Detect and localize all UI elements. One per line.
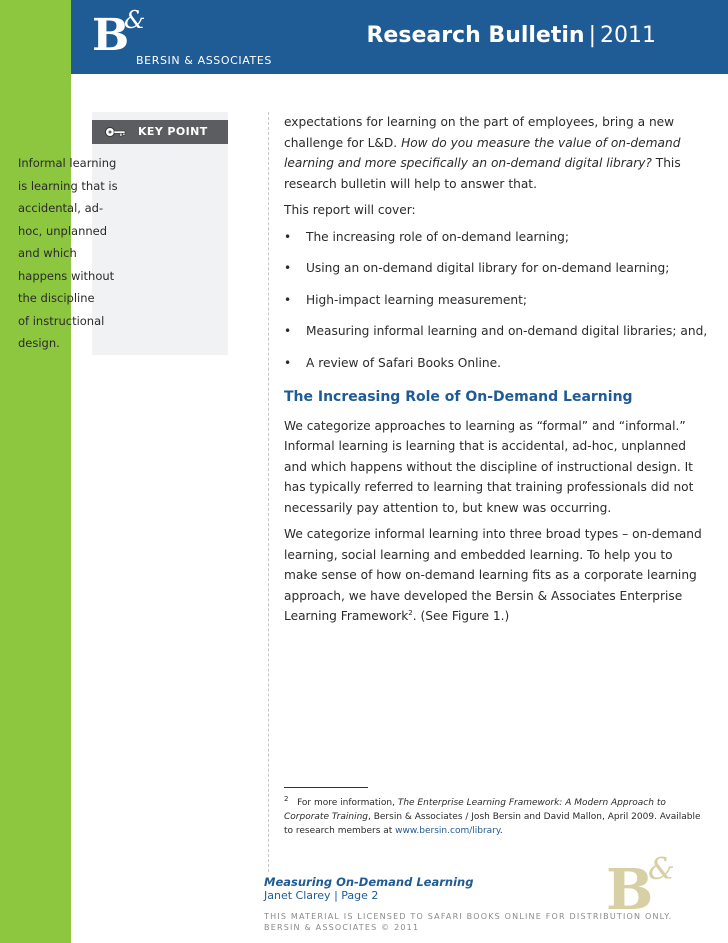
bullet-dot: • xyxy=(284,324,292,338)
paragraph-line: learning, social learning and embedded learning. To help you to xyxy=(284,547,673,562)
key-point-label: KEY POINT xyxy=(138,125,208,138)
intro-line: research bulletin will help to answer that. xyxy=(284,176,537,191)
footnote xyxy=(284,796,704,838)
paragraph-line: We categorize approaches to learning as “formal” and “informal.” xyxy=(284,418,686,433)
intro-text: This xyxy=(651,156,681,170)
footnote-title: The Enterprise Learning Framework: A Modern Approach to xyxy=(397,798,666,808)
title-main: Research Bulletin xyxy=(366,23,585,48)
bullet-dot: • xyxy=(284,355,292,370)
intro-line xyxy=(284,133,704,154)
key-point-line: design. xyxy=(18,336,60,350)
left-green-bar xyxy=(0,0,71,943)
intro-line xyxy=(284,153,704,174)
key-point-line: of instructional xyxy=(18,313,105,328)
footer-legal-line: THIS MATERIAL IS LICENSED TO SAFARI BOOKS ONLINE FOR DISTRIBUTION ONLY. xyxy=(264,912,673,921)
footnote-ref[interactable]: 2 xyxy=(408,608,413,617)
footnote-line xyxy=(284,810,704,824)
intro-question: How do you measure the value of on-demand xyxy=(401,135,681,150)
paragraph-line xyxy=(284,606,704,627)
list-item-text: Measuring informal learning and on-demand digital libraries; and, xyxy=(306,324,708,338)
key-point-line: and which xyxy=(18,246,77,260)
footer-logo-initial: B xyxy=(606,857,654,923)
bullet-dot: • xyxy=(284,261,292,275)
footnote-link[interactable]: www.bersin.com/library xyxy=(395,826,500,836)
intro-line: expectations for learning on the part of employees, bring a new xyxy=(284,115,675,129)
bullet-dot: • xyxy=(284,292,292,307)
footnote-line xyxy=(284,796,704,810)
body-paragraph xyxy=(284,524,704,627)
list-item-text: The increasing role of on-demand learning; xyxy=(306,229,570,244)
paragraph-line: has typically referred to learning that training professionals did not xyxy=(284,480,694,494)
title-separator: | xyxy=(588,23,596,48)
key-point-header xyxy=(92,120,228,144)
paragraph-line: make sense of how on-demand learning fits as a corporate learning xyxy=(284,568,697,582)
footnote-text: to research members at xyxy=(284,826,396,836)
list-item-text: Using an on-demand digital library for on-demand learning; xyxy=(306,261,670,275)
key-point-line: Informal learning xyxy=(18,156,117,170)
key-point-line: the discipline xyxy=(18,291,95,305)
header-logo-text: BERSIN & ASSOCIATES xyxy=(136,54,272,67)
paragraph-text: Learning Framework xyxy=(284,609,409,623)
paragraph-line: necessarily pay attention to, but knew was occurring. xyxy=(284,500,612,515)
key-icon xyxy=(104,123,126,141)
list-item xyxy=(284,258,704,279)
footnote-rule xyxy=(284,787,368,788)
paragraph-line: Informal learning is learning that is accidental, ad-hoc, unplanned xyxy=(284,439,687,453)
page-title xyxy=(366,23,656,48)
key-point-line: is learning that is xyxy=(18,178,118,193)
list-item xyxy=(284,290,704,311)
list-item xyxy=(284,321,708,342)
footnote-number: 2 xyxy=(284,795,289,803)
header-logo-initial: B xyxy=(92,10,130,61)
paragraph-line: We categorize informal learning into three broad types – on-demand xyxy=(284,527,702,541)
header-logo-ampersand: & xyxy=(124,6,146,34)
intro-paragraph xyxy=(284,112,704,194)
cover-list xyxy=(284,227,708,374)
column-divider xyxy=(268,112,269,872)
list-item xyxy=(284,353,704,374)
paragraph-text: . (See Figure 1.) xyxy=(412,609,510,623)
key-point-text xyxy=(18,152,128,355)
paragraph-line: and which happens without the discipline of instructional design. It xyxy=(284,459,693,474)
main-column xyxy=(284,112,708,633)
intro-text: challenge for L&D. xyxy=(284,135,402,150)
key-point-line: hoc, unplanned xyxy=(18,223,108,238)
footer-title: Measuring On-Demand Learning xyxy=(264,875,474,889)
footnote-text: . xyxy=(499,826,503,836)
title-year: 2011 xyxy=(600,23,656,48)
list-item-text: A review of Safari Books Online. xyxy=(306,355,501,370)
key-point-line: accidental, ad- xyxy=(18,201,104,215)
intro-question: learning and more specifically an on-demand digital library? xyxy=(284,156,652,170)
paragraph-line: approach, we have developed the Bersin & Associates Enterprise xyxy=(284,588,683,603)
section-heading: The Increasing Role of On-Demand Learning xyxy=(284,389,633,405)
footer-logo-ampersand: & xyxy=(648,852,675,887)
list-item xyxy=(284,227,704,248)
footer-author: Janet Clarey | Page 2 xyxy=(264,889,379,902)
body-paragraph xyxy=(284,416,704,519)
list-item-text: High-impact learning measurement; xyxy=(306,292,527,307)
footnote-title: Corporate Training xyxy=(284,812,368,822)
footnote-text: For more information, xyxy=(297,798,398,808)
bullet-dot: • xyxy=(284,229,292,244)
cover-label: This report will cover: xyxy=(284,203,416,217)
footer-legal-line: BERSIN & ASSOCIATES © 2011 xyxy=(264,923,420,932)
footnote-line xyxy=(284,824,704,838)
key-point-line: happens without xyxy=(18,268,115,283)
footnote-text: , Bersin & Associates / Josh Bersin and David Mallon, April 2009. Available xyxy=(368,812,701,822)
